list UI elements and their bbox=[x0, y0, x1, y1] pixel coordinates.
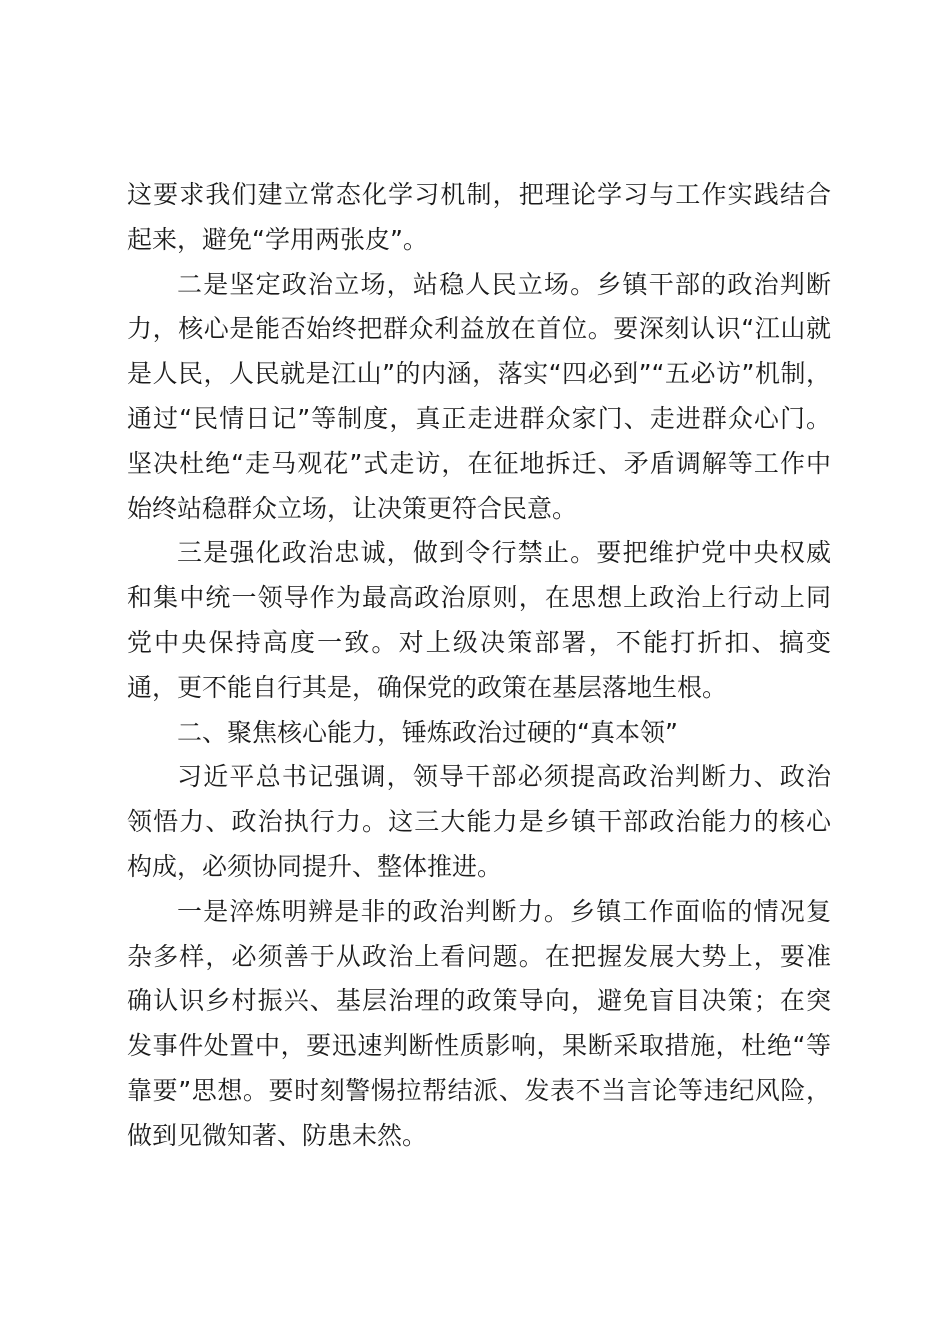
paragraph-line: 通过“民情日记”等制度，真正走进群众家门、走进群众心门。 bbox=[127, 403, 831, 433]
paragraph-line: 领悟力、政治执行力。这三大能力是乡镇干部政治能力的核心 bbox=[127, 807, 831, 837]
paragraph-line: 党中央保持高度一致。对上级决策部署，不能打折扣、搞变 bbox=[127, 627, 831, 657]
paragraph-line: 确认识乡村振兴、基层治理的政策导向，避免盲目决策；在突 bbox=[127, 986, 831, 1016]
paragraph-line: 和集中统一领导作为最高政治原则，在思想上政治上行动上同 bbox=[127, 583, 831, 613]
paragraph-line: 杂多样，必须善于从政治上看问题。在把握发展大势上，要准 bbox=[127, 941, 831, 971]
paragraph-line: 是人民，人民就是江山”的内涵，落实“四必到”“五必访”机制， bbox=[127, 359, 831, 389]
paragraph-line: 习近平总书记强调，领导干部必须提高政治判断力、政治 bbox=[177, 762, 831, 792]
paragraph-line: 靠要”思想。要时刻警惕拉帮结派、发表不当言论等违纪风险， bbox=[127, 1075, 831, 1105]
paragraph-line: 构成，必须协同提升、整体推进。 bbox=[127, 851, 503, 881]
section-heading: 二、聚焦核心能力，锤炼政治过硬的“真本领” bbox=[177, 717, 678, 747]
paragraph-line: 起来，避免“学用两张皮”。 bbox=[127, 224, 428, 254]
paragraph-line: 三是强化政治忠诚，做到令行禁止。要把维护党中央权威 bbox=[177, 538, 831, 568]
paragraph-line: 二是坚定政治立场，站稳人民立场。乡镇干部的政治判断 bbox=[177, 269, 831, 299]
document-body bbox=[127, 173, 831, 1159]
paragraph-line: 做到见微知著、防患未然。 bbox=[127, 1120, 428, 1150]
paragraph-line: 这要求我们建立常态化学习机制，把理论学习与工作实践结合 bbox=[127, 180, 831, 209]
paragraph-line: 坚决杜绝“走马观花”式走访，在征地拆迁、矛盾调解等工作中 bbox=[127, 448, 831, 478]
paragraph-line: 发事件处置中，要迅速判断性质影响，果断采取措施，杜绝“等 bbox=[127, 1031, 831, 1061]
paragraph-line: 力，核心是能否始终把群众利益放在首位。要深刻认识“江山就 bbox=[127, 314, 831, 344]
paragraph-line: 一是淬炼明辨是非的政治判断力。乡镇工作面临的情况复 bbox=[177, 896, 831, 926]
paragraph-line: 通，更不能自行其是，确保党的政策在基层落地生根。 bbox=[127, 672, 728, 702]
paragraph-line: 始终站稳群众立场，让决策更符合民意。 bbox=[127, 493, 578, 523]
